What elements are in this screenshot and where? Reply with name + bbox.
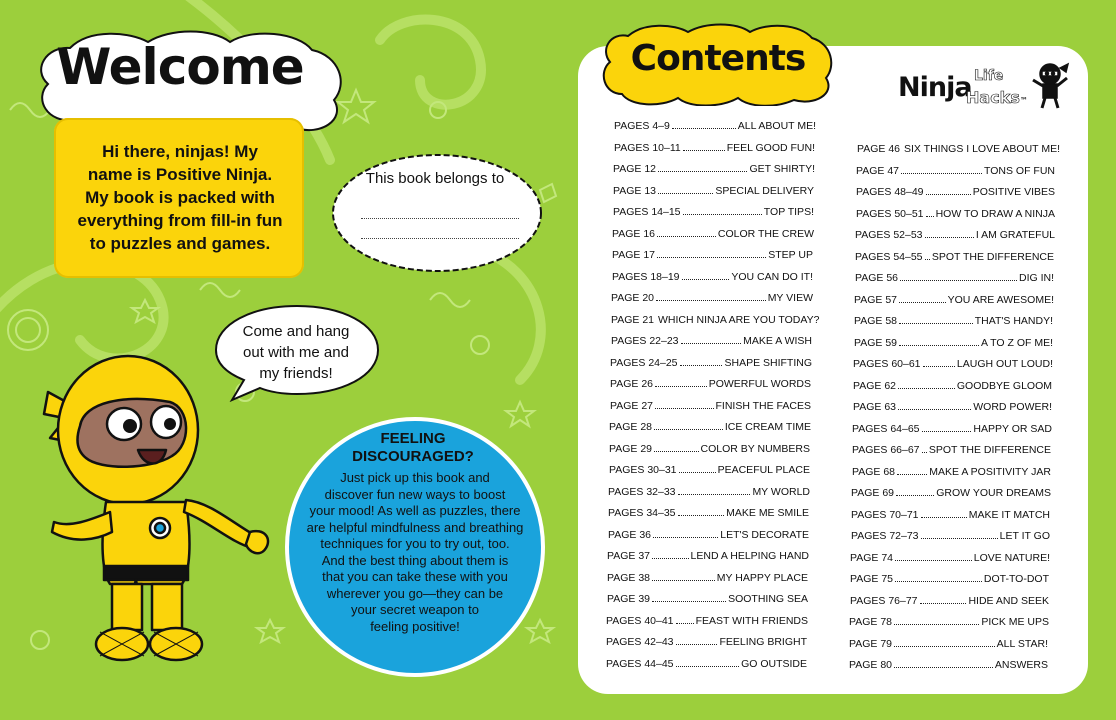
toc-entry[interactable] (852, 466, 1051, 484)
toc-title: SIX THINGS I LOVE ABOUT ME! (904, 143, 1060, 155)
toc-entry[interactable] (852, 423, 1052, 441)
toc-page: PAGE 29 (609, 442, 652, 455)
feeling-title (338, 430, 488, 466)
toc-title: THAT'S HANDY! (974, 315, 1053, 327)
toc-title: MY HAPPY PLACE (716, 571, 808, 584)
toc-entry[interactable] (611, 313, 820, 332)
toc-page: PAGE 12 (613, 163, 656, 175)
toc-leader (922, 423, 972, 432)
toc-leader (654, 421, 723, 430)
contents-title: Contents (630, 38, 806, 79)
toc-title: SPECIAL DELIVERY (715, 184, 814, 197)
toc-page: PAGE 36 (608, 528, 651, 541)
toc-title: LEND A HELPING HAND (690, 550, 809, 562)
toc-page: PAGE 28 (609, 421, 652, 433)
toc-entry[interactable] (849, 616, 1049, 634)
toc-title: ALL ABOUT ME! (737, 120, 816, 132)
toc-page: PAGES 52–53 (855, 229, 923, 241)
toc-entry[interactable] (612, 228, 814, 246)
toc-page: PAGE 39 (607, 593, 650, 605)
toc-title: DOT-TO-DOT (983, 573, 1049, 585)
toc-title: STEP UP (768, 249, 813, 261)
toc-page: PAGE 20 (611, 292, 654, 304)
toc-entry[interactable] (612, 249, 813, 267)
toc-page: PAGES 60–61 (853, 358, 921, 370)
toc-title: PEACEFUL PLACE (717, 464, 810, 476)
toc-entry[interactable] (607, 550, 809, 568)
toc-title: HIDE AND SEEK (968, 594, 1049, 607)
toc-page: PAGES 70–71 (851, 508, 919, 521)
toc-entry[interactable] (855, 272, 1054, 290)
toc-entry[interactable] (856, 208, 1055, 226)
name-write-line[interactable] (361, 238, 519, 239)
toc-leader (678, 507, 725, 516)
toc-leader (656, 292, 766, 301)
toc-leader (655, 378, 707, 387)
toc-entry[interactable] (850, 573, 1049, 591)
toc-page: PAGE 38 (607, 571, 650, 584)
toc-page: PAGE 63 (853, 401, 896, 413)
toc-page: PAGES 54–55 (855, 250, 923, 263)
toc-page: PAGE 16 (612, 227, 655, 240)
toc-page: PAGES 18–19 (612, 270, 680, 283)
feeling-body-line: techniques for you to try out, too. (320, 536, 510, 551)
toc-leader (926, 186, 971, 195)
toc-entry[interactable] (852, 444, 1051, 462)
toc-page: PAGES 42–43 (606, 636, 674, 648)
toc-entry[interactable] (608, 529, 809, 547)
toc-leader (899, 337, 979, 346)
toc-page: PAGE 57 (854, 293, 897, 306)
toc-entry[interactable] (853, 380, 1052, 398)
intro-line: Hi there, ninjas! My (102, 142, 258, 161)
toc-leader (653, 529, 718, 538)
feeling-body-line: feeling positive! (370, 618, 460, 634)
toc-leader (683, 142, 725, 151)
toc-entry[interactable] (610, 357, 812, 375)
toc-leader (672, 120, 736, 129)
toc-title: A TO Z OF ME! (981, 336, 1053, 349)
toc-leader (925, 229, 974, 238)
toc-leader (652, 572, 715, 581)
toc-title: GROW YOUR DREAMS (936, 487, 1051, 499)
toc-page: PAGES 64–65 (852, 422, 920, 435)
toc-page: PAGE 27 (610, 399, 653, 412)
toc-title: ANSWERS (994, 659, 1048, 671)
feeling-body-line: wherever you go—they can be (326, 585, 504, 601)
toc-entry[interactable] (609, 421, 811, 439)
speech-line: my friends! (259, 365, 333, 382)
toc-title: TOP TIPS! (763, 206, 814, 218)
toc-leader (678, 486, 751, 495)
toc-leader (926, 208, 934, 217)
toc-entry[interactable] (608, 507, 809, 525)
toc-leader (895, 552, 972, 561)
toc-leader (894, 659, 993, 668)
toc-entry[interactable] (607, 593, 808, 611)
feeling-body-line: discover fun new ways to boost (324, 486, 506, 502)
toc-entry[interactable] (613, 185, 814, 203)
toc-title: ALL STAR! (996, 637, 1048, 650)
toc-page: PAGE 59 (854, 336, 897, 349)
toc-page: PAGE 13 (613, 184, 656, 197)
feeling-body (300, 470, 530, 635)
toc-title: YOU CAN DO IT! (731, 270, 813, 283)
toc-entry[interactable] (613, 163, 815, 181)
toc-leader (681, 335, 742, 344)
intro-line: My book is packed with (85, 188, 275, 207)
toc-page: PAGE 75 (850, 573, 893, 585)
toc-title: LET'S DECORATE (720, 528, 809, 541)
toc-entry[interactable] (606, 636, 807, 654)
toc-leader (658, 163, 747, 172)
toc-entry[interactable] (608, 486, 810, 504)
toc-leader (683, 206, 762, 215)
toc-entry[interactable] (854, 294, 1054, 312)
toc-page: PAGES 44–45 (606, 657, 674, 670)
belongs-oval-shape (328, 150, 546, 276)
toc-page: PAGE 80 (849, 659, 892, 671)
toc-title: SPOT THE DIFFERENCE (931, 250, 1054, 263)
intro-line: everything from fill-in fun (77, 211, 283, 230)
toc-leader (682, 271, 730, 280)
toc-leader (676, 658, 740, 667)
toc-title: MY VIEW (767, 292, 813, 304)
toc-leader (898, 380, 955, 389)
toc-title: YOU ARE AWESOME! (947, 293, 1054, 306)
toc-entry[interactable] (851, 509, 1050, 527)
toc-entry[interactable] (612, 271, 813, 289)
toc-leader (894, 638, 995, 647)
toc-leader (679, 464, 716, 473)
toc-page: PAGES 24–25 (610, 356, 678, 369)
toc-leader (923, 358, 955, 367)
toc-title: DIG IN! (1018, 272, 1054, 284)
toc-entry[interactable] (853, 358, 1053, 376)
toc-title: MAKE IT MATCH (968, 508, 1050, 521)
toc-page: PAGE 68 (852, 465, 895, 478)
toc-leader (899, 294, 946, 303)
toc-leader (901, 165, 982, 174)
brand-tm: ™ (1019, 96, 1028, 105)
toc-title: LET IT GO (999, 530, 1050, 542)
toc-entry[interactable] (606, 615, 808, 633)
toc-entry[interactable] (851, 487, 1051, 505)
toc-leader (657, 228, 716, 237)
toc-entry[interactable] (856, 165, 1055, 183)
toc-page: PAGE 74 (850, 551, 893, 564)
toc-title: SOOTHING SEA (728, 593, 808, 605)
toc-page: PAGES 40–41 (606, 614, 674, 627)
toc-page: PAGE 21 (611, 313, 654, 326)
toc-entry[interactable] (854, 315, 1053, 333)
toc-page: PAGES 10–11 (614, 141, 681, 154)
feeling-body-line: your mood! As well as puzzles, there (309, 503, 521, 518)
toc-entry[interactable] (610, 400, 811, 418)
brand-ninja-text: Ninja (898, 72, 972, 103)
speech-line: out with me and (243, 344, 349, 361)
brand-hacks-text (966, 88, 1028, 107)
toc-leader (658, 185, 713, 194)
toc-title: FEELING BRIGHT (719, 636, 807, 648)
toc-page: PAGES 32–33 (608, 485, 676, 498)
toc-page: PAGES 30–31 (609, 464, 677, 476)
feeling-body-line: that you can take these with you (322, 569, 508, 584)
toc-leader (920, 595, 967, 604)
toc-entry[interactable] (855, 229, 1055, 247)
toc-title: WORD POWER! (973, 401, 1052, 413)
toc-entry[interactable] (611, 292, 813, 310)
toc-title: GO OUTSIDE (741, 657, 807, 670)
toc-leader (680, 357, 723, 366)
feeling-title-line: DISCOURAGED? (352, 448, 474, 465)
toc-page: PAGES 14–15 (613, 206, 681, 218)
toc-title: PICK ME UPS (981, 616, 1049, 628)
toc-page: PAGES 76–77 (850, 594, 918, 607)
feeling-title-line: FEELING (380, 430, 446, 447)
toc-title: SPOT THE DIFFERENCE (928, 444, 1051, 456)
toc-entry[interactable] (850, 552, 1050, 570)
toc-title: TONS OF FUN (984, 164, 1055, 177)
toc-title: HOW TO DRAW A NINJA (935, 207, 1055, 220)
toc-leader (895, 573, 982, 582)
toc-entry[interactable] (607, 572, 808, 590)
toc-title: I AM GRATEFUL (975, 229, 1055, 241)
toc-leader (655, 400, 714, 409)
toc-title: MY WORLD (752, 485, 810, 498)
toc-page: PAGES 72–73 (851, 530, 919, 542)
intro-text (62, 140, 298, 255)
toc-entry[interactable] (614, 142, 815, 160)
toc-entry[interactable] (854, 337, 1053, 355)
brand-hacks-word: Hacks (966, 88, 1020, 107)
toc-leader (652, 550, 689, 559)
ninja-character-icon (40, 352, 272, 670)
toc-title: MAKE A WISH (743, 335, 812, 347)
toc-entry[interactable] (853, 401, 1052, 419)
name-write-line[interactable] (361, 218, 519, 219)
toc-title: POWERFUL WORDS (708, 378, 811, 390)
toc-page: PAGE 79 (849, 637, 892, 650)
toc-leader (897, 466, 927, 475)
toc-entry[interactable] (614, 120, 816, 138)
toc-page: PAGE 47 (856, 164, 899, 177)
toc-entry[interactable] (609, 443, 810, 461)
toc-page: PAGE 69 (851, 487, 894, 499)
toc-page: PAGE 46 (857, 143, 900, 155)
toc-leader (654, 443, 699, 452)
feeling-body-line: are helpful mindfulness and breathing (306, 519, 524, 535)
toc-entry[interactable] (849, 659, 1048, 677)
ninja-mascot-icon (1030, 62, 1070, 110)
intro-line: name is Positive Ninja. (87, 165, 273, 184)
toc-entry[interactable] (850, 595, 1049, 613)
toc-leader (899, 315, 973, 324)
toc-title: LAUGH OUT LOUD! (956, 358, 1053, 370)
toc-page: PAGE 62 (853, 379, 896, 392)
speech-line: Come and hang (242, 323, 350, 340)
toc-entry[interactable] (610, 378, 811, 396)
toc-page: PAGES 50–51 (856, 207, 924, 220)
toc-title: FEAST WITH FRIENDS (695, 614, 808, 627)
toc-entry[interactable] (611, 335, 812, 353)
toc-title: POSITIVE VIBES (972, 186, 1055, 198)
toc-leader (676, 615, 694, 624)
toc-leader (657, 249, 766, 258)
toc-page: PAGE 17 (612, 249, 655, 261)
toc-entry[interactable] (857, 143, 1060, 161)
toc-leader (922, 444, 927, 453)
toc-page: PAGE 78 (849, 616, 892, 628)
feeling-body-line: And the best thing about them is (321, 552, 509, 568)
toc-entry[interactable] (613, 206, 814, 224)
toc-entry[interactable] (606, 658, 807, 676)
toc-page: PAGES 34–35 (608, 507, 676, 519)
toc-entry[interactable] (856, 186, 1055, 204)
toc-page: PAGE 37 (607, 550, 650, 562)
toc-title: LOVE NATURE! (973, 551, 1050, 564)
toc-entry[interactable] (849, 638, 1048, 656)
feeling-body-line: your secret weapon to (351, 602, 479, 617)
toc-title: MAKE A POSITIVITY JAR (929, 465, 1051, 478)
toc-entry[interactable] (851, 530, 1050, 548)
feeling-body-line: Just pick up this book and (340, 470, 490, 485)
toc-title: GOODBYE GLOOM (956, 379, 1052, 392)
toc-page: PAGE 56 (855, 272, 898, 284)
toc-page: PAGE 58 (854, 315, 897, 327)
toc-entry[interactable] (609, 464, 810, 482)
toc-leader (676, 636, 718, 645)
toc-entry[interactable] (855, 251, 1054, 269)
toc-title: ICE CREAM TIME (724, 421, 811, 433)
toc-leader (925, 251, 930, 260)
toc-title: FEEL GOOD FUN! (726, 141, 815, 154)
toc-leader (900, 272, 1017, 281)
toc-leader (921, 509, 967, 518)
toc-title: HAPPY OR SAD (973, 422, 1052, 435)
toc-page: PAGES 4–9 (614, 120, 670, 132)
belongs-label: This book belongs to (365, 170, 505, 187)
welcome-title: Welcome (56, 38, 304, 96)
toc-leader (652, 593, 726, 602)
toc-title: FINISH THE FACES (715, 399, 811, 412)
toc-leader (898, 401, 971, 410)
toc-page: PAGES 48–49 (856, 186, 924, 198)
toc-page: PAGE 26 (610, 378, 653, 390)
intro-line: to puzzles and games. (89, 234, 271, 253)
toc-leader (896, 487, 934, 496)
toc-leader (921, 530, 998, 539)
brand-life-text: Life (974, 68, 1004, 84)
toc-leader (894, 616, 979, 625)
toc-title: GET SHIRTY! (749, 163, 815, 175)
toc-title: COLOR THE CREW (717, 227, 814, 240)
toc-page: PAGES 22–23 (611, 335, 679, 347)
toc-page: PAGES 66–67 (852, 444, 920, 456)
toc-title: WHICH NINJA ARE YOU TODAY? (658, 313, 820, 326)
toc-title: COLOR BY NUMBERS (700, 442, 810, 455)
toc-title: MAKE ME SMILE (726, 507, 809, 519)
toc-title: SHAPE SHIFTING (724, 356, 812, 369)
